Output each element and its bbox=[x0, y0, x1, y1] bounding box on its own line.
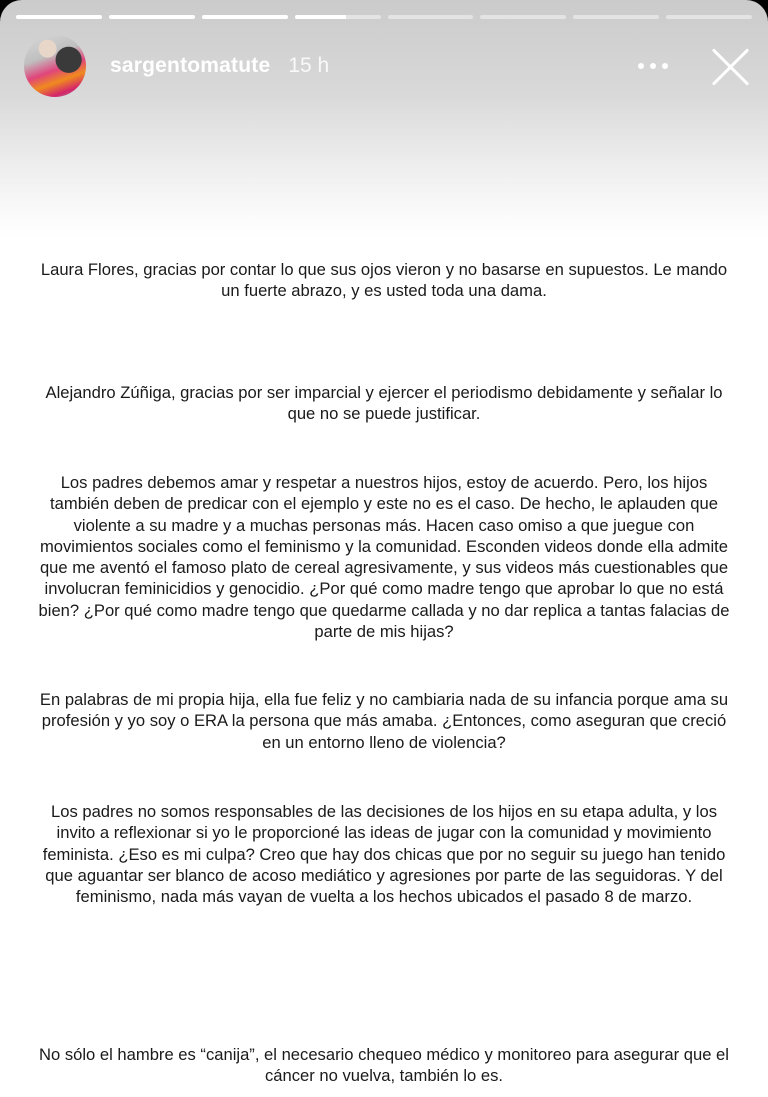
post-time: 15 h bbox=[288, 54, 330, 77]
dot bbox=[662, 63, 668, 69]
paragraph-padres-hijos: Los padres debemos amar y respetar a nuestros hijos, estoy de acuerdo. Pero, los hijos también deben de predicar con el ejemplo y este no es el caso. De hecho, le aplauden que violente a su madre y a muchas personas más. Hacen caso omiso a que juegue con movimientos sociales como el feminismo y la comunidad. Esconden videos donde ella admite que me aventó el famoso plato de cereal agresivamente, y sus videos más cuestionables que involucran feminicidios y genocidio. ¿Por qué como madre tengo que aprobar lo que no está bien? ¿Por qué como madre tengo que quedarme callada y no dar replica a tantas falacias de parte de mis hijas? bbox=[38, 473, 730, 642]
more-options-button[interactable] bbox=[638, 63, 668, 69]
progress-segment bbox=[109, 15, 195, 19]
close-button[interactable] bbox=[710, 46, 750, 86]
more-horizontal-icon bbox=[638, 63, 644, 69]
progress-segment bbox=[573, 15, 659, 19]
paragraph-cancer: No sólo el hambre es “canija”, el necesario chequeo médico y monitoreo para asegurar que el cáncer no vuelva, también lo es. bbox=[39, 1045, 729, 1086]
progress-segment bbox=[388, 15, 474, 19]
story-progress-bar bbox=[16, 15, 752, 19]
progress-segment bbox=[202, 15, 288, 19]
progress-segment bbox=[16, 15, 102, 19]
paragraph-laura-flores: Laura Flores, gracias por contar lo que sus ojos vieron y no basarse en supuestos. Le mando un fuerte abrazo, y es usted toda una dama. bbox=[40, 260, 728, 301]
progress-segment bbox=[295, 15, 381, 19]
progress-segment bbox=[666, 15, 752, 19]
dot bbox=[650, 63, 656, 69]
avatar[interactable] bbox=[24, 35, 86, 97]
progress-segment bbox=[480, 15, 566, 19]
story-header bbox=[24, 34, 750, 98]
paragraph-responsables: Los padres no somos responsables de las decisiones de los hijos en su etapa adulta, y los invito a reflexionar si yo le proporcioné las ideas de jugar con la comunidad y movimiento feminista. ¿Eso es mi culpa? Creo que hay dos chicas que por no seguir su juego han tenido que aguantar ser blanco de acoso mediático y agresiones por parte de las seguidoras. Y del feminismo, nada más vayan de vuelta a los hechos ubicados el pasado 8 de marzo. bbox=[42, 802, 726, 907]
paragraph-alejandro-zuniga: Alejandro Zúñiga, gracias por ser imparcial y ejercer el periodismo debidamente y señalar lo que no se puede justificar. bbox=[45, 383, 723, 424]
username[interactable]: sargentomatute bbox=[110, 54, 271, 77]
paragraph-palabras-hija: En palabras de mi propia hija, ella fue feliz y no cambiaria nada de su infancia porque ama su profesión y yo soy o ERA la persona que más amaba. ¿Entonces, como aseguran que creció en un entorno lleno de violencia? bbox=[39, 690, 729, 752]
